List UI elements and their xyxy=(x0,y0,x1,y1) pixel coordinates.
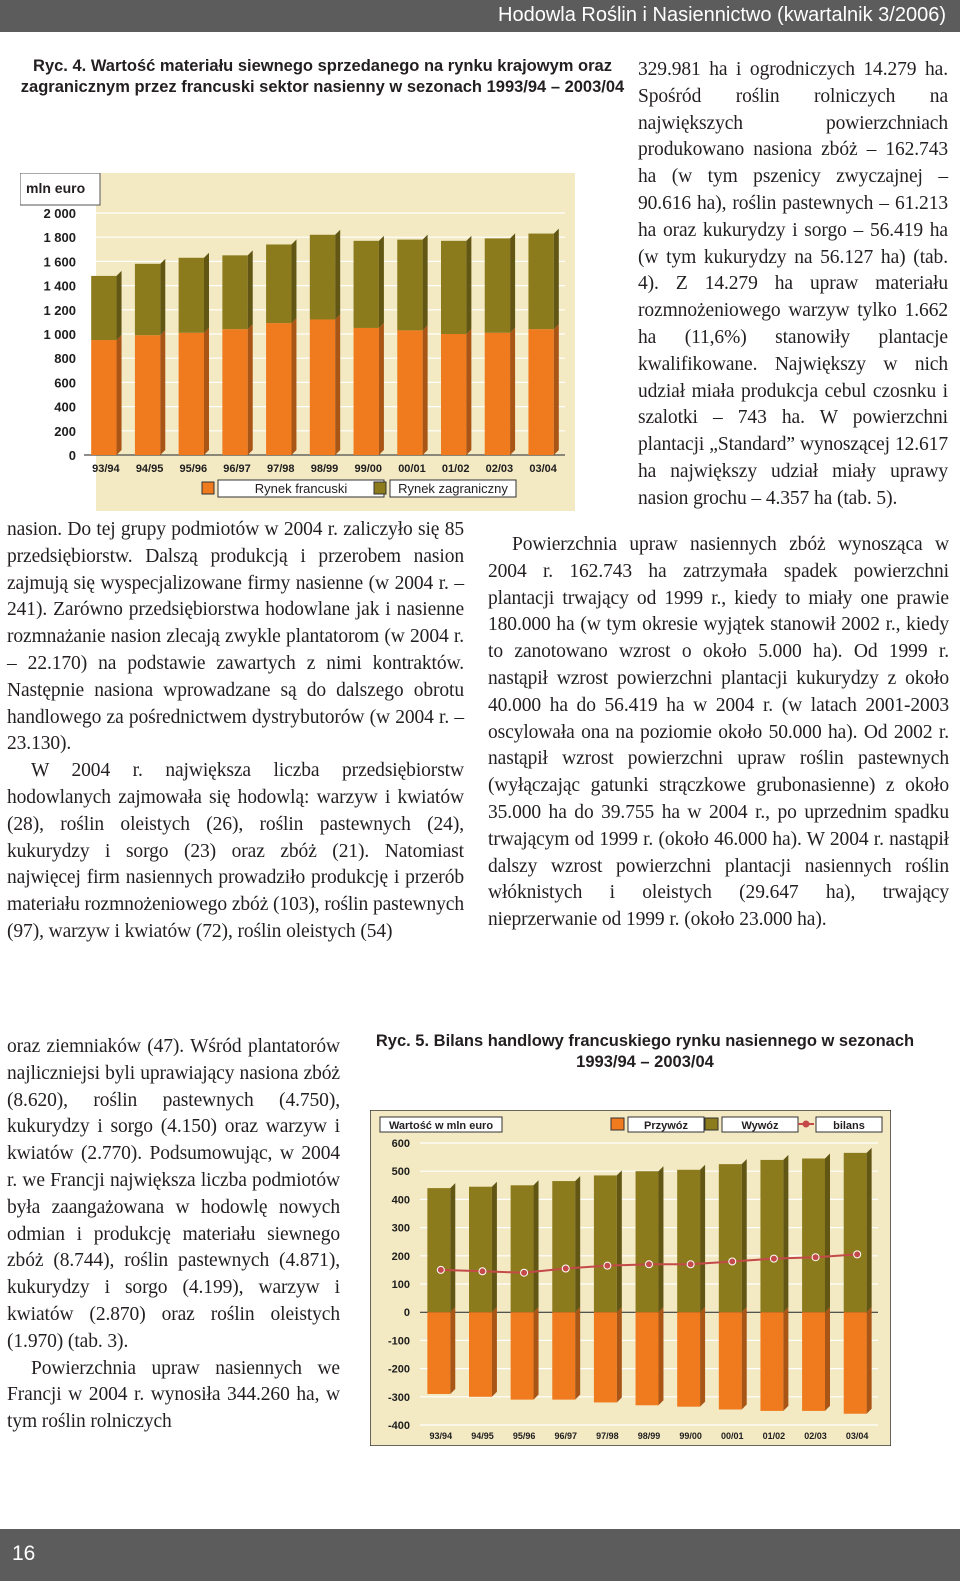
bar-przywoz-side xyxy=(450,1307,455,1394)
bar-rynek-zagraniczny-side xyxy=(335,230,340,320)
x-tick-label: 02/03 xyxy=(804,1431,827,1441)
x-tick-label: 93/94 xyxy=(92,463,120,475)
y-tick-label: 1 200 xyxy=(43,302,76,318)
bar-wywoz xyxy=(552,1181,575,1312)
bar-wywoz-side xyxy=(575,1176,580,1312)
bar-wywoz-side xyxy=(825,1154,830,1313)
point-bilans xyxy=(604,1262,611,1269)
bar-rynek-zagraniczny xyxy=(441,241,466,334)
bar-rynek-francuski xyxy=(135,335,160,455)
x-tick-label: 98/99 xyxy=(310,463,339,475)
bar-rynek-francuski-side xyxy=(291,318,296,455)
x-tick-label: 00/01 xyxy=(398,463,426,475)
bar-wywoz xyxy=(802,1159,825,1313)
point-bilans xyxy=(812,1254,819,1261)
bar-rynek-zagraniczny xyxy=(135,264,160,335)
legend-label: Rynek zagraniczny xyxy=(398,481,508,496)
y-tick-label: 1 000 xyxy=(43,327,76,342)
bar-rynek-zagraniczny-side xyxy=(423,235,428,331)
bar-rynek-zagraniczny-side xyxy=(554,229,559,330)
y-tick-label: 1 600 xyxy=(43,254,76,270)
point-bilans xyxy=(729,1258,736,1265)
bar-rynek-zagraniczny xyxy=(485,238,510,332)
bar-rynek-zagraniczny-side xyxy=(204,253,209,333)
paragraph: Powierzchnia upraw nasiennych zbóż wynosząca w 2004 r. 162.743 ha zatrzymała spadek powierzchni plantacji trwający od 1999 r., kiedy to miały one prawie 180.000 ha (w tym okresie wyjątek stanowił 2002 r., kiedy to zanotowano wzrost o około 5.000 ha). Od 1999 r. nastąpił wzrost powierzchni plantacji kukurydzy z około 40.000 ha do 56.419 ha w 2004 r. (w latach 2001-2003 oscylowała ona na poziomie około 50.000 ha). Od 2002 r. nastąpił wzrost powierzchni upraw roślin pastewnych (wyłączając gatunki strączkowe grubonasienne) z około 35.000 ha do 39.755 ha w 2004 r., po uprzednim spadku trwającym od 1999 r. (około 46.000 ha). W 2004 r. nastąpił dalszy wzrost powierzchni plantacji nasiennych roślin włóknistych i oleistych (29.647 ha), trwający nieprzerwanie od 1999 r. (około 23.000 ha). xyxy=(488,534,949,931)
bar-rynek-francuski-side xyxy=(423,325,428,455)
bar-rynek-francuski-side xyxy=(117,335,122,455)
bar-rynek-francuski-side xyxy=(204,328,209,455)
legend-label: Rynek francuski xyxy=(254,481,348,496)
x-tick-label: 96/97 xyxy=(554,1431,577,1441)
figure4-caption: Ryc. 4. Wartość materiału siewnego sprzedanego na rynku krajowym oraz zagranicznym przez francuski sektor nasienny w sezonach 1993/94 – 2003/04 xyxy=(20,57,625,96)
x-tick-label: 03/04 xyxy=(845,1431,869,1441)
x-tick-label: 96/97 xyxy=(223,463,251,475)
bar-rynek-zagraniczny-side xyxy=(248,250,253,329)
bar-przywoz xyxy=(677,1312,700,1406)
bar-rynek-zagraniczny-side xyxy=(291,239,296,323)
bar-przywoz xyxy=(511,1312,534,1399)
page-footer xyxy=(0,1529,960,1581)
paragraph: 329.981 ha i ogrodniczych 14.279 ha. Spośród roślin rolniczych na największych powierzchniach produkowano nasiona zbóż – 162.743 ha (w tym pszenicy zwyczajnej – 90.616 ha), roślin pastewnych – 61.213 ha oraz kukurydzy i sorgo – 56.419 ha (w tym kukurydzy na 56.127 ha) (tab. 4). Z 14.279 ha upraw materiału rozmnożeniowego warzyw tylko 1.662 ha (11,6%) stanowiły plantacje kwalifikowane. Największy w nich udział miała produkcja cebul czosnku i szalotki – 743 ha. W powierzchni plantacji „Standard” wynoszącej 12.617 ha największy udział miały uprawy nasion grochu – 4.357 ha (tab. 5). xyxy=(638,59,948,509)
y-tick-label: 100 xyxy=(391,1279,410,1291)
x-tick-label: 97/98 xyxy=(596,1431,619,1441)
x-tick-label: 01/02 xyxy=(762,1431,786,1441)
y-tick-label: 400 xyxy=(391,1194,410,1207)
journal-header xyxy=(0,0,960,32)
bar-rynek-francuski-side xyxy=(379,323,384,455)
y-tick-label: 200 xyxy=(54,423,76,439)
legend-label: Wywóz xyxy=(741,1120,779,1132)
y-tick-label: 400 xyxy=(54,399,76,415)
paragraph: W 2004 r. największa liczba przedsiębiorstw hodowlanych zajmowała się hodowlą: warzyw i kwiatów (28), roślin oleistych (26), roślin pastewnych (24), kukurydzy i sorgo (23) oraz zbóż (21). Natomiast najwięcej firm nasiennych prowadziło produkcję i przerób materiału rozmnożeniowego zbóż (103), roślin pastewnych (97), warzyw i kwiatów (72), roślin oleistych (54) xyxy=(7,760,464,942)
legend-swatch xyxy=(374,482,386,494)
point-bilans xyxy=(687,1261,694,1268)
x-tick-label: 99/00 xyxy=(679,1431,702,1441)
bar-rynek-zagraniczny-side xyxy=(510,233,515,332)
y-tick-label: 0 xyxy=(403,1307,410,1320)
y-tick-label: -100 xyxy=(387,1335,410,1348)
y-tick-label: -300 xyxy=(387,1391,410,1404)
bar-rynek-zagraniczny-side xyxy=(379,236,384,328)
y-tick-label: 800 xyxy=(54,351,76,367)
bar-rynek-zagraniczny-side xyxy=(160,259,165,335)
figure4-chart xyxy=(20,173,575,511)
text-left-mid xyxy=(7,517,464,946)
legend-swatch xyxy=(202,482,214,494)
bar-rynek-francuski xyxy=(354,328,379,455)
x-tick-label: 94/95 xyxy=(135,463,164,475)
page-number: 16 xyxy=(12,1542,36,1565)
text-right-mid xyxy=(488,532,949,934)
bar-rynek-zagraniczny-side xyxy=(117,271,122,340)
unit-label: mln euro xyxy=(26,180,86,196)
bar-rynek-francuski xyxy=(441,334,466,455)
bar-przywoz xyxy=(802,1312,825,1411)
bar-rynek-francuski xyxy=(310,319,335,455)
bar-rynek-zagraniczny-side xyxy=(466,236,471,334)
bar-wywoz-side xyxy=(617,1170,622,1312)
y-tick-label: 500 xyxy=(391,1166,410,1179)
point-bilans xyxy=(646,1261,653,1268)
bar-rynek-zagraniczny xyxy=(397,240,422,331)
bar-rynek-francuski xyxy=(266,323,291,455)
bar-wywoz-side xyxy=(700,1165,705,1312)
paragraph: oraz ziemniaków (47). Wśród plantatorów najliczniejsi byli uprawiający nasiona zbóż (8.620), roślin pastewnych (4.750), kukurydzy i sorgo (4.150) oraz warzyw i kwiatów (2.770). Podsumowując, w 2004 r. we Francji największa liczba podmiotów była zaangażowana w hodowlę nowych odmian i produkcję materiału siewnego zbóż (8.744), roślin pastewnych (4.871), kukurydzy i sorgo (4.199), warzyw i kwiatów (2.870) oraz roślin oleistych (1.970) (tab. 3). xyxy=(7,1036,340,1352)
paragraph: nasion. Do tej grupy podmiotów w 2004 r. zaliczyło się 85 przedsiębiorstw. Dalszą produkcją i przerobem nasion zajmują się wyspecjalizowane firmy nasienne (w 2004 r. – 241). Zarówno przedsiębiorstwa hodowlane jak i nasienne rozmnażanie nasion zlecają zwykle plantatorom (w 2004 r. – 22.170) na podstawie zawartych z nimi kontraktów. Następnie nasiona wprowadzane są do dalszego obrotu handlowego za pośrednictwem dystrybutorów (w 2004 r. – 23.130). xyxy=(7,519,464,755)
bar-wywoz xyxy=(511,1185,534,1312)
y-tick-label: -400 xyxy=(387,1420,410,1432)
y-tick-label: 1 800 xyxy=(43,230,76,246)
bar-rynek-francuski xyxy=(528,329,553,455)
bar-przywoz xyxy=(594,1312,617,1402)
bar-wywoz xyxy=(844,1153,867,1312)
x-tick-label: 98/99 xyxy=(637,1431,661,1441)
bar-rynek-zagraniczny xyxy=(266,244,291,323)
bar-rynek-zagraniczny xyxy=(354,241,379,328)
figure5-caption: Ryc. 5. Bilans handlowy francuskiego rynku nasiennego w sezonach 1993/94 – 2003/04 xyxy=(375,1032,915,1071)
text-left-bottom xyxy=(7,1034,340,1436)
bar-przywoz-side xyxy=(783,1307,788,1411)
bar-wywoz-side xyxy=(450,1183,455,1312)
bar-przywoz-side xyxy=(617,1307,622,1402)
bar-rynek-zagraniczny xyxy=(222,255,247,329)
y-tick-label: 1 400 xyxy=(43,278,76,294)
paragraph: Powierzchnia upraw nasiennych we Francji w 2004 r. wynosiła 344.260 ha, w tym roślin rolniczych xyxy=(7,1357,340,1433)
bar-przywoz xyxy=(636,1312,659,1405)
unit-label: Wartość w mln euro xyxy=(388,1120,494,1132)
bar-wywoz-side xyxy=(492,1182,497,1312)
bar-przywoz xyxy=(469,1312,492,1397)
x-tick-label: 97/98 xyxy=(267,463,295,475)
legend-label: Przywóz xyxy=(643,1120,689,1132)
bar-rynek-zagraniczny xyxy=(91,276,116,340)
bar-przywoz xyxy=(760,1312,783,1411)
bar-rynek-francuski-side xyxy=(248,324,253,455)
bar-przywoz xyxy=(719,1312,742,1409)
bar-przywoz xyxy=(844,1312,867,1414)
point-bilans xyxy=(521,1269,528,1276)
bar-rynek-zagraniczny xyxy=(528,234,553,330)
bar-rynek-francuski xyxy=(485,333,510,455)
point-bilans xyxy=(770,1255,777,1262)
bar-wywoz xyxy=(719,1164,742,1312)
figure5-chart xyxy=(370,1110,891,1446)
bar-wywoz-side xyxy=(867,1148,872,1312)
legend-swatch xyxy=(705,1118,718,1130)
legend-swatch-point xyxy=(803,1121,810,1128)
bar-wywoz xyxy=(760,1160,783,1312)
bar-wywoz xyxy=(469,1187,492,1312)
bar-wywoz-side xyxy=(783,1155,788,1312)
y-tick-label: 600 xyxy=(391,1138,410,1150)
x-tick-label: 95/96 xyxy=(512,1431,536,1441)
bar-przywoz-side xyxy=(867,1307,872,1414)
bar-przywoz-side xyxy=(700,1307,705,1406)
bar-przywoz xyxy=(552,1312,575,1399)
x-tick-label: 99/00 xyxy=(354,463,382,475)
bar-wywoz xyxy=(677,1170,700,1312)
legend-label: bilans xyxy=(833,1120,865,1132)
bar-rynek-francuski-side xyxy=(335,314,340,455)
bar-wywoz xyxy=(427,1188,450,1312)
y-tick-label: -200 xyxy=(387,1363,410,1376)
x-tick-label: 93/94 xyxy=(429,1431,453,1441)
bar-wywoz xyxy=(594,1175,617,1312)
bar-przywoz-side xyxy=(825,1307,830,1411)
bar-przywoz-side xyxy=(658,1307,663,1405)
point-bilans xyxy=(562,1265,569,1272)
bar-przywoz-side xyxy=(742,1307,747,1409)
y-tick-label: 200 xyxy=(391,1250,410,1263)
x-tick-label: 95/96 xyxy=(179,463,208,475)
y-tick-label: 2 000 xyxy=(43,206,76,221)
bar-rynek-francuski xyxy=(397,330,422,455)
bar-wywoz-side xyxy=(742,1159,747,1312)
bar-przywoz xyxy=(427,1312,450,1394)
bar-przywoz-side xyxy=(492,1307,497,1397)
bar-rynek-zagraniczny xyxy=(179,258,204,333)
bar-wywoz-side xyxy=(534,1180,539,1312)
x-tick-label: 00/01 xyxy=(721,1431,744,1441)
bar-wywoz-side xyxy=(658,1166,663,1312)
point-bilans xyxy=(479,1268,486,1275)
bar-rynek-francuski-side xyxy=(160,330,165,455)
bar-przywoz-side xyxy=(575,1307,580,1399)
bar-rynek-francuski xyxy=(179,333,204,455)
legend-swatch xyxy=(611,1118,624,1130)
bar-rynek-francuski-side xyxy=(510,328,515,455)
journal-title: Hodowla Roślin i Nasiennictwo (kwartalnik 3/2006) xyxy=(498,4,946,26)
bar-rynek-francuski-side xyxy=(466,329,471,455)
bar-rynek-zagraniczny xyxy=(310,235,335,320)
text-right-top xyxy=(638,57,948,513)
point-bilans xyxy=(854,1251,861,1258)
x-tick-label: 94/95 xyxy=(471,1431,494,1441)
bar-wywoz xyxy=(636,1171,659,1312)
x-tick-label: 01/02 xyxy=(441,463,470,475)
x-tick-label: 03/04 xyxy=(529,463,557,475)
bar-rynek-francuski-side xyxy=(554,324,559,455)
bar-przywoz-side xyxy=(534,1307,539,1399)
point-bilans xyxy=(437,1266,444,1273)
y-tick-label: 300 xyxy=(391,1222,410,1235)
bar-rynek-francuski xyxy=(91,340,116,455)
y-tick-label: 600 xyxy=(54,375,76,391)
y-tick-label: 0 xyxy=(68,448,76,463)
bar-rynek-francuski xyxy=(222,329,247,455)
x-tick-label: 02/03 xyxy=(485,463,514,475)
